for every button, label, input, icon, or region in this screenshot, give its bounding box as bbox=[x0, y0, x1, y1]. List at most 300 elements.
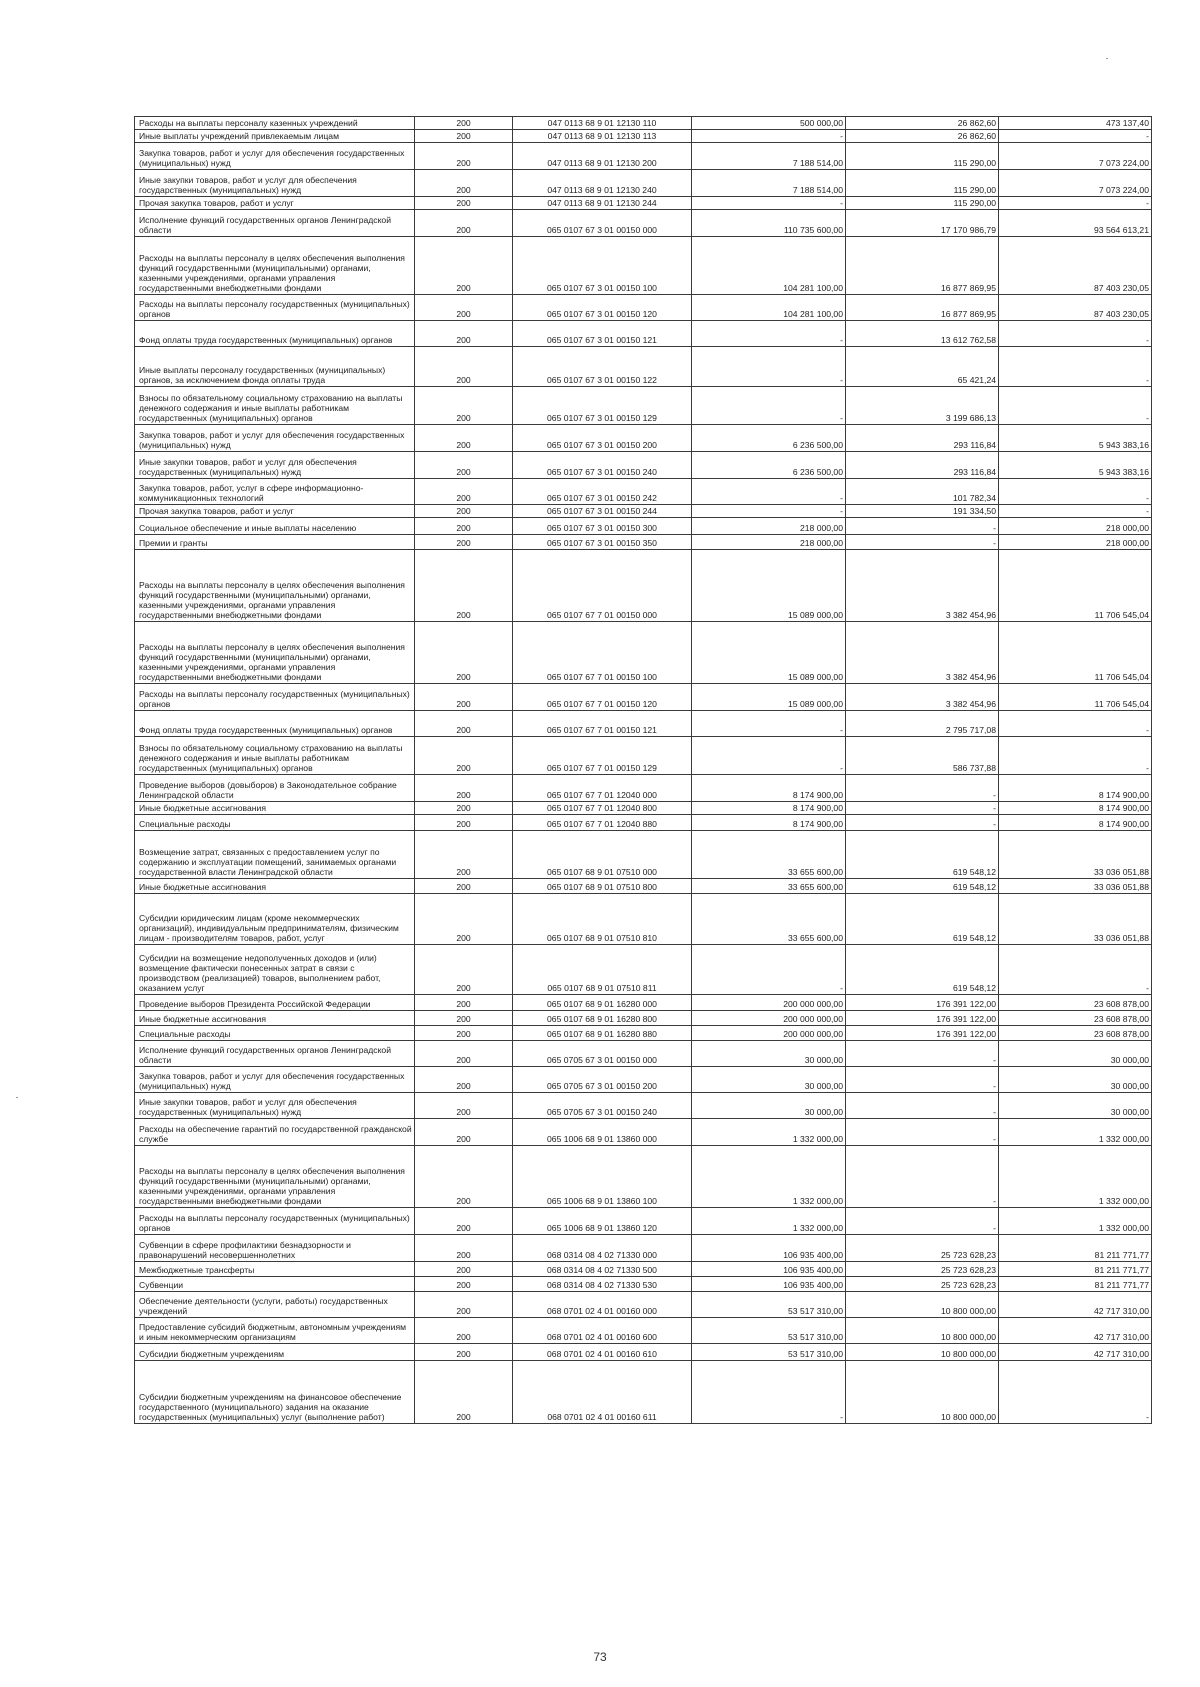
row-executed-amount: 176 391 122,00 bbox=[846, 1026, 999, 1041]
row-executed-amount: 176 391 122,00 bbox=[846, 995, 999, 1011]
row-classification-code: 047 0113 68 9 01 12130 200 bbox=[513, 143, 692, 170]
row-executed-amount: 26 862,60 bbox=[846, 117, 999, 130]
row-approved-amount: 53 517 310,00 bbox=[692, 1318, 846, 1344]
row-classification-code: 065 0107 67 3 01 00150 240 bbox=[513, 452, 692, 479]
table-row bbox=[135, 321, 1152, 347]
row-classification-code: 065 0107 67 3 01 00150 350 bbox=[513, 535, 692, 550]
row-approved-amount: 200 000 000,00 bbox=[692, 995, 846, 1011]
row-approved-amount: 200 000 000,00 bbox=[692, 1011, 846, 1026]
row-remaining-amount: 87 403 230,05 bbox=[999, 237, 1152, 295]
row-executed-amount: 16 877 869,95 bbox=[846, 237, 999, 295]
row-description: Предоставление субсидий бюджетным, автономным учреждениям и иным некоммерческим организациям bbox=[135, 1318, 415, 1344]
row-description: Иные закупки товаров, работ и услуг для обеспечения государственных (муниципальных) нужд bbox=[135, 170, 415, 197]
row-approved-amount: 1 332 000,00 bbox=[692, 1208, 846, 1235]
table-row bbox=[135, 143, 1152, 170]
row-approved-amount: 104 281 100,00 bbox=[692, 295, 846, 321]
row-line-code: 200 bbox=[415, 1119, 513, 1146]
row-remaining-amount: 81 211 771,77 bbox=[999, 1277, 1152, 1292]
row-approved-amount: 7 188 514,00 bbox=[692, 170, 846, 197]
row-executed-amount: 3 382 454,96 bbox=[846, 684, 999, 711]
row-classification-code: 068 0701 02 4 01 00160 600 bbox=[513, 1318, 692, 1344]
row-classification-code: 065 1006 68 9 01 13860 120 bbox=[513, 1208, 692, 1235]
row-classification-code: 068 0314 08 4 02 71330 000 bbox=[513, 1235, 692, 1262]
table-row bbox=[135, 1318, 1152, 1344]
row-executed-amount: 115 290,00 bbox=[846, 197, 999, 210]
table-row bbox=[135, 452, 1152, 479]
table-row bbox=[135, 1235, 1152, 1262]
row-classification-code: 065 0107 67 3 01 00150 300 bbox=[513, 518, 692, 535]
row-approved-amount: 500 000,00 bbox=[692, 117, 846, 130]
row-description: Иные выплаты персоналу государственных (муниципальных) органов, за исключением фонда оплаты труда bbox=[135, 347, 415, 387]
row-executed-amount: - bbox=[846, 1093, 999, 1119]
table-row bbox=[135, 802, 1152, 815]
row-line-code: 200 bbox=[415, 737, 513, 775]
table-row bbox=[135, 815, 1152, 831]
row-description: Закупка товаров, работ и услуг для обеспечения государственных (муниципальных) нужд bbox=[135, 425, 415, 452]
row-remaining-amount: - bbox=[999, 737, 1152, 775]
row-line-code: 200 bbox=[415, 775, 513, 802]
row-classification-code: 065 0107 67 3 01 00150 100 bbox=[513, 237, 692, 295]
row-description: Прочая закупка товаров, работ и услуг bbox=[135, 505, 415, 518]
row-classification-code: 065 1006 68 9 01 13860 100 bbox=[513, 1146, 692, 1208]
row-classification-code: 065 0107 68 9 01 16280 800 bbox=[513, 1011, 692, 1026]
row-description: Закупка товаров, работ и услуг для обеспечения государственных (муниципальных) нужд bbox=[135, 143, 415, 170]
row-line-code: 200 bbox=[415, 347, 513, 387]
table-row bbox=[135, 894, 1152, 945]
row-executed-amount: 25 723 628,23 bbox=[846, 1277, 999, 1292]
row-description: Расходы на выплаты персоналу государственных (муниципальных) органов bbox=[135, 684, 415, 711]
table-row bbox=[135, 210, 1152, 237]
row-remaining-amount: 473 137,40 bbox=[999, 117, 1152, 130]
row-line-code: 200 bbox=[415, 1235, 513, 1262]
row-line-code: 200 bbox=[415, 387, 513, 425]
row-classification-code: 065 0107 67 3 01 00150 000 bbox=[513, 210, 692, 237]
row-description: Субсидии юридическим лицам (кроме некоммерческих организаций), индивидуальным предпринимателям, физическим лицам - производителям товаров, работ, услуг bbox=[135, 894, 415, 945]
row-line-code: 200 bbox=[415, 237, 513, 295]
row-approved-amount: 110 735 600,00 bbox=[692, 210, 846, 237]
row-executed-amount: 3 382 454,96 bbox=[846, 622, 999, 684]
row-line-code: 200 bbox=[415, 879, 513, 894]
row-remaining-amount: 42 717 310,00 bbox=[999, 1318, 1152, 1344]
row-remaining-amount: - bbox=[999, 321, 1152, 347]
scan-speck bbox=[16, 1097, 18, 1098]
table-row bbox=[135, 995, 1152, 1011]
row-approved-amount: 30 000,00 bbox=[692, 1093, 846, 1119]
row-line-code: 200 bbox=[415, 622, 513, 684]
row-executed-amount: 65 421,24 bbox=[846, 347, 999, 387]
row-executed-amount: - bbox=[846, 802, 999, 815]
row-approved-amount: - bbox=[692, 711, 846, 737]
row-classification-code: 065 0107 67 7 01 12040 880 bbox=[513, 815, 692, 831]
row-approved-amount: 33 655 600,00 bbox=[692, 894, 846, 945]
row-executed-amount: 16 877 869,95 bbox=[846, 295, 999, 321]
row-line-code: 200 bbox=[415, 945, 513, 995]
table-row bbox=[135, 387, 1152, 425]
row-approved-amount: 15 089 000,00 bbox=[692, 622, 846, 684]
table-row bbox=[135, 347, 1152, 387]
row-line-code: 200 bbox=[415, 995, 513, 1011]
table-row bbox=[135, 775, 1152, 802]
row-line-code: 200 bbox=[415, 518, 513, 535]
row-line-code: 200 bbox=[415, 197, 513, 210]
row-approved-amount: 53 517 310,00 bbox=[692, 1292, 846, 1318]
row-remaining-amount: 81 211 771,77 bbox=[999, 1235, 1152, 1262]
row-description: Взносы по обязательному социальному страхованию на выплаты денежного содержания и иные выплаты работникам государственных (муниципальных) органов bbox=[135, 387, 415, 425]
row-description: Межбюджетные трансферты bbox=[135, 1262, 415, 1277]
table-row bbox=[135, 1344, 1152, 1361]
table-row bbox=[135, 1093, 1152, 1119]
budget-execution-table bbox=[134, 116, 1152, 1424]
row-approved-amount: 1 332 000,00 bbox=[692, 1119, 846, 1146]
row-line-code: 200 bbox=[415, 1067, 513, 1093]
row-description: Субсидии бюджетным учреждениям на финансовое обеспечение государственного (муниципального) задания на оказание государственных (муниципальных) услуг (выполнение работ) bbox=[135, 1361, 415, 1424]
row-description: Специальные расходы bbox=[135, 1026, 415, 1041]
row-approved-amount: 106 935 400,00 bbox=[692, 1262, 846, 1277]
row-executed-amount: - bbox=[846, 1208, 999, 1235]
table-row bbox=[135, 879, 1152, 894]
row-approved-amount: 33 655 600,00 bbox=[692, 879, 846, 894]
table-row bbox=[135, 295, 1152, 321]
row-remaining-amount: 1 332 000,00 bbox=[999, 1119, 1152, 1146]
table-row bbox=[135, 237, 1152, 295]
row-classification-code: 068 0701 02 4 01 00160 611 bbox=[513, 1361, 692, 1424]
row-description: Расходы на выплаты персоналу в целях обеспечения выполнения функций государственными (муниципальными) органами, казенными учреждениями, органами управления государственными внебюджетными фондами bbox=[135, 1146, 415, 1208]
row-executed-amount: - bbox=[846, 775, 999, 802]
row-classification-code: 047 0113 68 9 01 12130 244 bbox=[513, 197, 692, 210]
scan-speck bbox=[1106, 58, 1108, 59]
row-classification-code: 065 0107 67 7 01 00150 120 bbox=[513, 684, 692, 711]
row-approved-amount: 200 000 000,00 bbox=[692, 1026, 846, 1041]
row-executed-amount: 25 723 628,23 bbox=[846, 1235, 999, 1262]
row-approved-amount: 218 000,00 bbox=[692, 535, 846, 550]
row-remaining-amount: 33 036 051,88 bbox=[999, 831, 1152, 879]
row-approved-amount: - bbox=[692, 321, 846, 347]
table-row bbox=[135, 1208, 1152, 1235]
row-classification-code: 065 0107 67 7 01 00150 000 bbox=[513, 550, 692, 622]
row-line-code: 200 bbox=[415, 1208, 513, 1235]
row-description: Иные бюджетные ассигнования bbox=[135, 879, 415, 894]
row-description: Обеспечение деятельности (услуги, работы) государственных учреждений bbox=[135, 1292, 415, 1318]
row-line-code: 200 bbox=[415, 1041, 513, 1067]
row-classification-code: 065 0107 67 3 01 00150 244 bbox=[513, 505, 692, 518]
row-remaining-amount: 23 608 878,00 bbox=[999, 995, 1152, 1011]
row-classification-code: 065 0107 67 7 01 00150 121 bbox=[513, 711, 692, 737]
row-description: Расходы на выплаты персоналу в целях обеспечения выполнения функций государственными (муниципальными) органами, казенными учреждениями, органами управления государственными внебюджетными фондами bbox=[135, 622, 415, 684]
row-classification-code: 068 0701 02 4 01 00160 000 bbox=[513, 1292, 692, 1318]
row-line-code: 200 bbox=[415, 684, 513, 711]
row-description: Проведение выборов Президента Российской Федерации bbox=[135, 995, 415, 1011]
table-row bbox=[135, 1026, 1152, 1041]
row-remaining-amount: 1 332 000,00 bbox=[999, 1146, 1152, 1208]
table-row bbox=[135, 737, 1152, 775]
row-line-code: 200 bbox=[415, 130, 513, 143]
row-remaining-amount: 30 000,00 bbox=[999, 1067, 1152, 1093]
row-line-code: 200 bbox=[415, 425, 513, 452]
row-classification-code: 065 0107 68 9 01 16280 880 bbox=[513, 1026, 692, 1041]
row-classification-code: 065 0107 67 3 01 00150 200 bbox=[513, 425, 692, 452]
table-row bbox=[135, 1146, 1152, 1208]
row-remaining-amount: 33 036 051,88 bbox=[999, 879, 1152, 894]
row-approved-amount: 7 188 514,00 bbox=[692, 143, 846, 170]
row-executed-amount: 10 800 000,00 bbox=[846, 1344, 999, 1361]
row-remaining-amount: 8 174 900,00 bbox=[999, 775, 1152, 802]
row-description: Иные бюджетные ассигнования bbox=[135, 1011, 415, 1026]
row-classification-code: 047 0113 68 9 01 12130 113 bbox=[513, 130, 692, 143]
row-description: Расходы на выплаты персоналу в целях обеспечения выполнения функций государственными (муниципальными) органами, казенными учреждениями, органами управления государственными внебюджетными фондами bbox=[135, 237, 415, 295]
row-executed-amount: 619 548,12 bbox=[846, 879, 999, 894]
table-row bbox=[135, 117, 1152, 130]
row-line-code: 200 bbox=[415, 1318, 513, 1344]
row-description: Специальные расходы bbox=[135, 815, 415, 831]
row-executed-amount: 25 723 628,23 bbox=[846, 1262, 999, 1277]
row-description: Расходы на выплаты персоналу в целях обеспечения выполнения функций государственными (муниципальными) органами, казенными учреждениями, органами управления государственными внебюджетными фондами bbox=[135, 550, 415, 622]
row-classification-code: 068 0314 08 4 02 71330 530 bbox=[513, 1277, 692, 1292]
row-remaining-amount: 1 332 000,00 bbox=[999, 1208, 1152, 1235]
row-approved-amount: 53 517 310,00 bbox=[692, 1344, 846, 1361]
row-approved-amount: 15 089 000,00 bbox=[692, 684, 846, 711]
row-classification-code: 065 0705 67 3 01 00150 240 bbox=[513, 1093, 692, 1119]
row-classification-code: 065 0705 67 3 01 00150 000 bbox=[513, 1041, 692, 1067]
row-description: Прочая закупка товаров, работ и услуг bbox=[135, 197, 415, 210]
row-remaining-amount: 30 000,00 bbox=[999, 1093, 1152, 1119]
row-executed-amount: - bbox=[846, 1067, 999, 1093]
row-executed-amount: 619 548,12 bbox=[846, 894, 999, 945]
row-executed-amount: 619 548,12 bbox=[846, 945, 999, 995]
row-classification-code: 065 0107 68 9 01 07510 810 bbox=[513, 894, 692, 945]
table-row bbox=[135, 197, 1152, 210]
table-row bbox=[135, 1011, 1152, 1026]
row-line-code: 200 bbox=[415, 894, 513, 945]
row-executed-amount: - bbox=[846, 535, 999, 550]
row-description: Субвенции в сфере профилактики безнадзорности и правонарушений несовершеннолетних bbox=[135, 1235, 415, 1262]
row-executed-amount: 10 800 000,00 bbox=[846, 1318, 999, 1344]
row-line-code: 200 bbox=[415, 1277, 513, 1292]
row-approved-amount: 30 000,00 bbox=[692, 1041, 846, 1067]
row-approved-amount: - bbox=[692, 197, 846, 210]
row-classification-code: 047 0113 68 9 01 12130 240 bbox=[513, 170, 692, 197]
row-line-code: 200 bbox=[415, 831, 513, 879]
row-description: Взносы по обязательному социальному страхованию на выплаты денежного содержания и иные выплаты работникам государственных (муниципальных) органов bbox=[135, 737, 415, 775]
table-row bbox=[135, 1292, 1152, 1318]
table-row bbox=[135, 518, 1152, 535]
row-classification-code: 065 1006 68 9 01 13860 000 bbox=[513, 1119, 692, 1146]
table-row bbox=[135, 1262, 1152, 1277]
row-executed-amount: - bbox=[846, 1146, 999, 1208]
row-description: Расходы на выплаты персоналу казенных учреждений bbox=[135, 117, 415, 130]
row-classification-code: 065 0107 67 3 01 00150 129 bbox=[513, 387, 692, 425]
row-line-code: 200 bbox=[415, 711, 513, 737]
row-description: Проведение выборов (довыборов) в Законодательное собрание Ленинградской области bbox=[135, 775, 415, 802]
row-line-code: 200 bbox=[415, 479, 513, 505]
row-line-code: 200 bbox=[415, 117, 513, 130]
row-remaining-amount: - bbox=[999, 197, 1152, 210]
row-line-code: 200 bbox=[415, 1026, 513, 1041]
row-line-code: 200 bbox=[415, 452, 513, 479]
row-line-code: 200 bbox=[415, 143, 513, 170]
row-executed-amount: 3 382 454,96 bbox=[846, 550, 999, 622]
row-executed-amount: 13 612 762,58 bbox=[846, 321, 999, 347]
row-approved-amount: 104 281 100,00 bbox=[692, 237, 846, 295]
row-description: Расходы на выплаты персоналу государственных (муниципальных) органов bbox=[135, 295, 415, 321]
row-approved-amount: 33 655 600,00 bbox=[692, 831, 846, 879]
row-remaining-amount: 42 717 310,00 bbox=[999, 1292, 1152, 1318]
row-remaining-amount: 7 073 224,00 bbox=[999, 170, 1152, 197]
row-line-code: 200 bbox=[415, 550, 513, 622]
row-approved-amount: - bbox=[692, 945, 846, 995]
row-executed-amount: 293 116,84 bbox=[846, 452, 999, 479]
table-row bbox=[135, 505, 1152, 518]
row-line-code: 200 bbox=[415, 295, 513, 321]
row-line-code: 200 bbox=[415, 1344, 513, 1361]
row-executed-amount: 115 290,00 bbox=[846, 143, 999, 170]
row-remaining-amount: 11 706 545,04 bbox=[999, 622, 1152, 684]
table-row bbox=[135, 831, 1152, 879]
row-approved-amount: 8 174 900,00 bbox=[692, 815, 846, 831]
row-remaining-amount: - bbox=[999, 130, 1152, 143]
table-row bbox=[135, 550, 1152, 622]
table-row bbox=[135, 1041, 1152, 1067]
table-body bbox=[135, 117, 1152, 1424]
row-line-code: 200 bbox=[415, 210, 513, 237]
row-description: Иные выплаты учреждений привлекаемым лицам bbox=[135, 130, 415, 143]
row-remaining-amount: 5 943 383,16 bbox=[999, 452, 1152, 479]
row-classification-code: 065 0107 67 7 01 12040 000 bbox=[513, 775, 692, 802]
table-row bbox=[135, 684, 1152, 711]
row-approved-amount: 106 935 400,00 bbox=[692, 1235, 846, 1262]
row-classification-code: 065 0705 67 3 01 00150 200 bbox=[513, 1067, 692, 1093]
row-line-code: 200 bbox=[415, 535, 513, 550]
row-classification-code: 065 0107 68 9 01 07510 000 bbox=[513, 831, 692, 879]
row-approved-amount: - bbox=[692, 505, 846, 518]
row-classification-code: 065 0107 67 3 01 00150 121 bbox=[513, 321, 692, 347]
row-approved-amount: - bbox=[692, 737, 846, 775]
row-remaining-amount: 23 608 878,00 bbox=[999, 1026, 1152, 1041]
page-number: 73 bbox=[593, 1650, 607, 1664]
row-approved-amount: 30 000,00 bbox=[692, 1067, 846, 1093]
row-executed-amount: 176 391 122,00 bbox=[846, 1011, 999, 1026]
table-row bbox=[135, 535, 1152, 550]
row-executed-amount: - bbox=[846, 1041, 999, 1067]
row-classification-code: 068 0701 02 4 01 00160 610 bbox=[513, 1344, 692, 1361]
row-executed-amount: 115 290,00 bbox=[846, 170, 999, 197]
row-executed-amount: 293 116,84 bbox=[846, 425, 999, 452]
row-remaining-amount: 8 174 900,00 bbox=[999, 815, 1152, 831]
row-remaining-amount: - bbox=[999, 945, 1152, 995]
row-executed-amount: - bbox=[846, 815, 999, 831]
row-line-code: 200 bbox=[415, 321, 513, 347]
table-row bbox=[135, 170, 1152, 197]
row-line-code: 200 bbox=[415, 1292, 513, 1318]
row-description: Субсидии бюджетным учреждениям bbox=[135, 1344, 415, 1361]
row-classification-code: 047 0113 68 9 01 12130 110 bbox=[513, 117, 692, 130]
row-description: Расходы на выплаты персоналу государственных (муниципальных) органов bbox=[135, 1208, 415, 1235]
row-approved-amount: 106 935 400,00 bbox=[692, 1277, 846, 1292]
row-description: Иные бюджетные ассигнования bbox=[135, 802, 415, 815]
row-line-code: 200 bbox=[415, 802, 513, 815]
row-line-code: 200 bbox=[415, 1146, 513, 1208]
row-remaining-amount: 11 706 545,04 bbox=[999, 550, 1152, 622]
row-approved-amount: 6 236 500,00 bbox=[692, 452, 846, 479]
row-description: Закупка товаров, работ и услуг для обеспечения государственных (муниципальных) нужд bbox=[135, 1067, 415, 1093]
row-remaining-amount: - bbox=[999, 505, 1152, 518]
row-executed-amount: 101 782,34 bbox=[846, 479, 999, 505]
row-remaining-amount: 42 717 310,00 bbox=[999, 1344, 1152, 1361]
row-description: Исполнение функций государственных органов Ленинградской области bbox=[135, 210, 415, 237]
row-executed-amount: - bbox=[846, 1119, 999, 1146]
row-line-code: 200 bbox=[415, 170, 513, 197]
row-classification-code: 065 0107 67 7 01 00150 100 bbox=[513, 622, 692, 684]
row-remaining-amount: 218 000,00 bbox=[999, 535, 1152, 550]
row-remaining-amount: 218 000,00 bbox=[999, 518, 1152, 535]
row-description: Расходы на обеспечение гарантий по государственной гражданской службе bbox=[135, 1119, 415, 1146]
row-line-code: 200 bbox=[415, 1093, 513, 1119]
row-remaining-amount: 33 036 051,88 bbox=[999, 894, 1152, 945]
row-classification-code: 065 0107 68 9 01 16280 000 bbox=[513, 995, 692, 1011]
row-classification-code: 065 0107 67 3 01 00150 122 bbox=[513, 347, 692, 387]
row-approved-amount: 15 089 000,00 bbox=[692, 550, 846, 622]
row-classification-code: 065 0107 67 7 01 12040 800 bbox=[513, 802, 692, 815]
table-row bbox=[135, 1119, 1152, 1146]
row-remaining-amount: 11 706 545,04 bbox=[999, 684, 1152, 711]
row-remaining-amount: 5 943 383,16 bbox=[999, 425, 1152, 452]
row-executed-amount: 26 862,60 bbox=[846, 130, 999, 143]
row-description: Исполнение функций государственных органов Ленинградской области bbox=[135, 1041, 415, 1067]
row-classification-code: 065 0107 68 9 01 07510 811 bbox=[513, 945, 692, 995]
row-executed-amount: 586 737,88 bbox=[846, 737, 999, 775]
row-description: Фонд оплаты труда государственных (муниципальных) органов bbox=[135, 321, 415, 347]
row-approved-amount: 8 174 900,00 bbox=[692, 775, 846, 802]
row-line-code: 200 bbox=[415, 1011, 513, 1026]
row-approved-amount: 6 236 500,00 bbox=[692, 425, 846, 452]
row-description: Премии и гранты bbox=[135, 535, 415, 550]
row-executed-amount: 3 199 686,13 bbox=[846, 387, 999, 425]
row-description: Фонд оплаты труда государственных (муниципальных) органов bbox=[135, 711, 415, 737]
row-description: Социальное обеспечение и иные выплаты населению bbox=[135, 518, 415, 535]
row-line-code: 200 bbox=[415, 1361, 513, 1424]
table-row bbox=[135, 1277, 1152, 1292]
row-executed-amount: 17 170 986,79 bbox=[846, 210, 999, 237]
row-description: Субвенции bbox=[135, 1277, 415, 1292]
table-row bbox=[135, 622, 1152, 684]
table-row bbox=[135, 1361, 1152, 1424]
row-executed-amount: 2 795 717,08 bbox=[846, 711, 999, 737]
row-remaining-amount: - bbox=[999, 479, 1152, 505]
table-row bbox=[135, 711, 1152, 737]
row-approved-amount: - bbox=[692, 347, 846, 387]
row-classification-code: 065 0107 67 3 01 00150 120 bbox=[513, 295, 692, 321]
row-remaining-amount: 23 608 878,00 bbox=[999, 1011, 1152, 1026]
row-executed-amount: 619 548,12 bbox=[846, 831, 999, 879]
row-remaining-amount: 93 564 613,21 bbox=[999, 210, 1152, 237]
row-classification-code: 068 0314 08 4 02 71330 500 bbox=[513, 1262, 692, 1277]
row-approved-amount: 218 000,00 bbox=[692, 518, 846, 535]
row-classification-code: 065 0107 68 9 01 07510 800 bbox=[513, 879, 692, 894]
row-remaining-amount: - bbox=[999, 387, 1152, 425]
row-executed-amount: 10 800 000,00 bbox=[846, 1361, 999, 1424]
row-executed-amount: 191 334,50 bbox=[846, 505, 999, 518]
row-remaining-amount: 87 403 230,05 bbox=[999, 295, 1152, 321]
row-description: Субсидии на возмещение недополученных доходов и (или) возмещение фактически понесенных затрат в связи с производством (реализацией) товаров, выполнением работ, оказанием услуг bbox=[135, 945, 415, 995]
row-remaining-amount: - bbox=[999, 1361, 1152, 1424]
row-classification-code: 065 0107 67 3 01 00150 242 bbox=[513, 479, 692, 505]
row-line-code: 200 bbox=[415, 505, 513, 518]
table-row bbox=[135, 1067, 1152, 1093]
table-row bbox=[135, 945, 1152, 995]
row-remaining-amount: - bbox=[999, 711, 1152, 737]
table-row bbox=[135, 479, 1152, 505]
row-approved-amount: 1 332 000,00 bbox=[692, 1146, 846, 1208]
row-description: Возмещение затрат, связанных с предоставлением услуг по содержанию и эксплуатации помещений, занимаемых органами государственной власти Ленинградской области bbox=[135, 831, 415, 879]
